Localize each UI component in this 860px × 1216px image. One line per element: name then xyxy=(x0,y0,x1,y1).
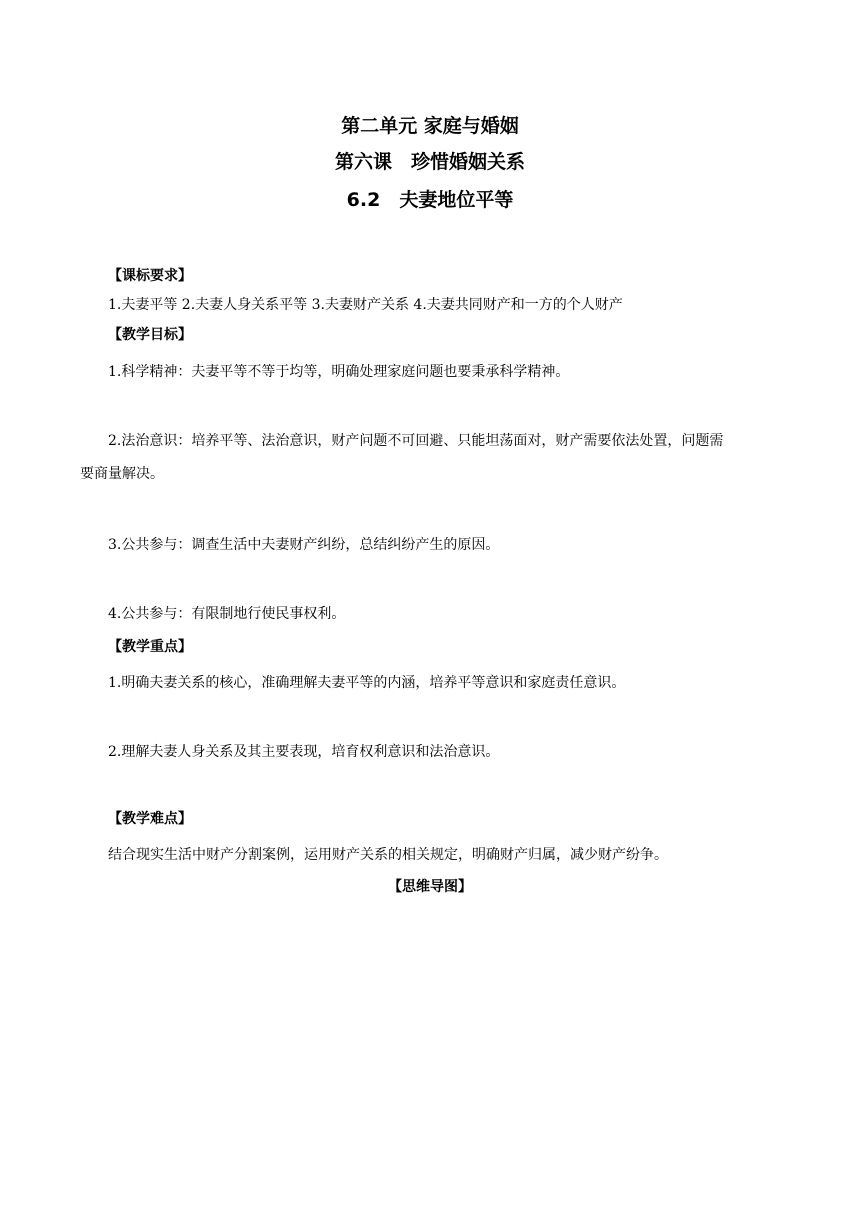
section-title: 6.2 夫妻地位平等 xyxy=(346,189,514,211)
key-point-item: 2.理解夫妻人身关系及其主要表现，培育权利意识和法治意识。 xyxy=(108,744,500,760)
key-point-item: 1.明确夫妻关系的核心，准确理解夫妻平等的内涵，培养平等意识和家庭责任意识。 xyxy=(108,675,626,691)
difficulties-heading: 【教学难点】 xyxy=(108,811,192,827)
lesson-title: 第六课 珍惜婚姻关系 xyxy=(334,151,525,173)
key-points-heading: 【教学重点】 xyxy=(108,639,192,655)
objective-item: 4.公共参与：有限制地行使民事权利。 xyxy=(108,606,346,622)
curriculum-text: 1.夫妻平等 2.夫妻人身关系平等 3.夫妻财产关系 4.夫妻共同财产和一方的个人财产 xyxy=(108,297,623,313)
objective-item: 2.法治意识：培养平等、法治意识，财产问题不可回避、只能坦荡面对，财产需要依法处置，问题需 xyxy=(108,433,724,449)
objective-item-continued: 要商量解决。 xyxy=(80,466,164,482)
mind-map-heading: 【思维导图】 xyxy=(388,879,472,895)
curriculum-heading: 【课标要求】 xyxy=(108,268,192,284)
unit-title: 第二单元 家庭与婚姻 xyxy=(341,115,519,137)
difficulties-text: 结合现实生活中财产分割案例，运用财产关系的相关规定，明确财产归属，减少财产纷争。 xyxy=(108,847,668,863)
objective-item: 3.公共参与：调查生活中夫妻财产纠纷，总结纠纷产生的原因。 xyxy=(108,537,500,553)
objectives-heading: 【教学目标】 xyxy=(108,327,192,343)
objective-item: 1.科学精神：夫妻平等不等于均等，明确处理家庭问题也要秉承科学精神。 xyxy=(108,364,570,380)
